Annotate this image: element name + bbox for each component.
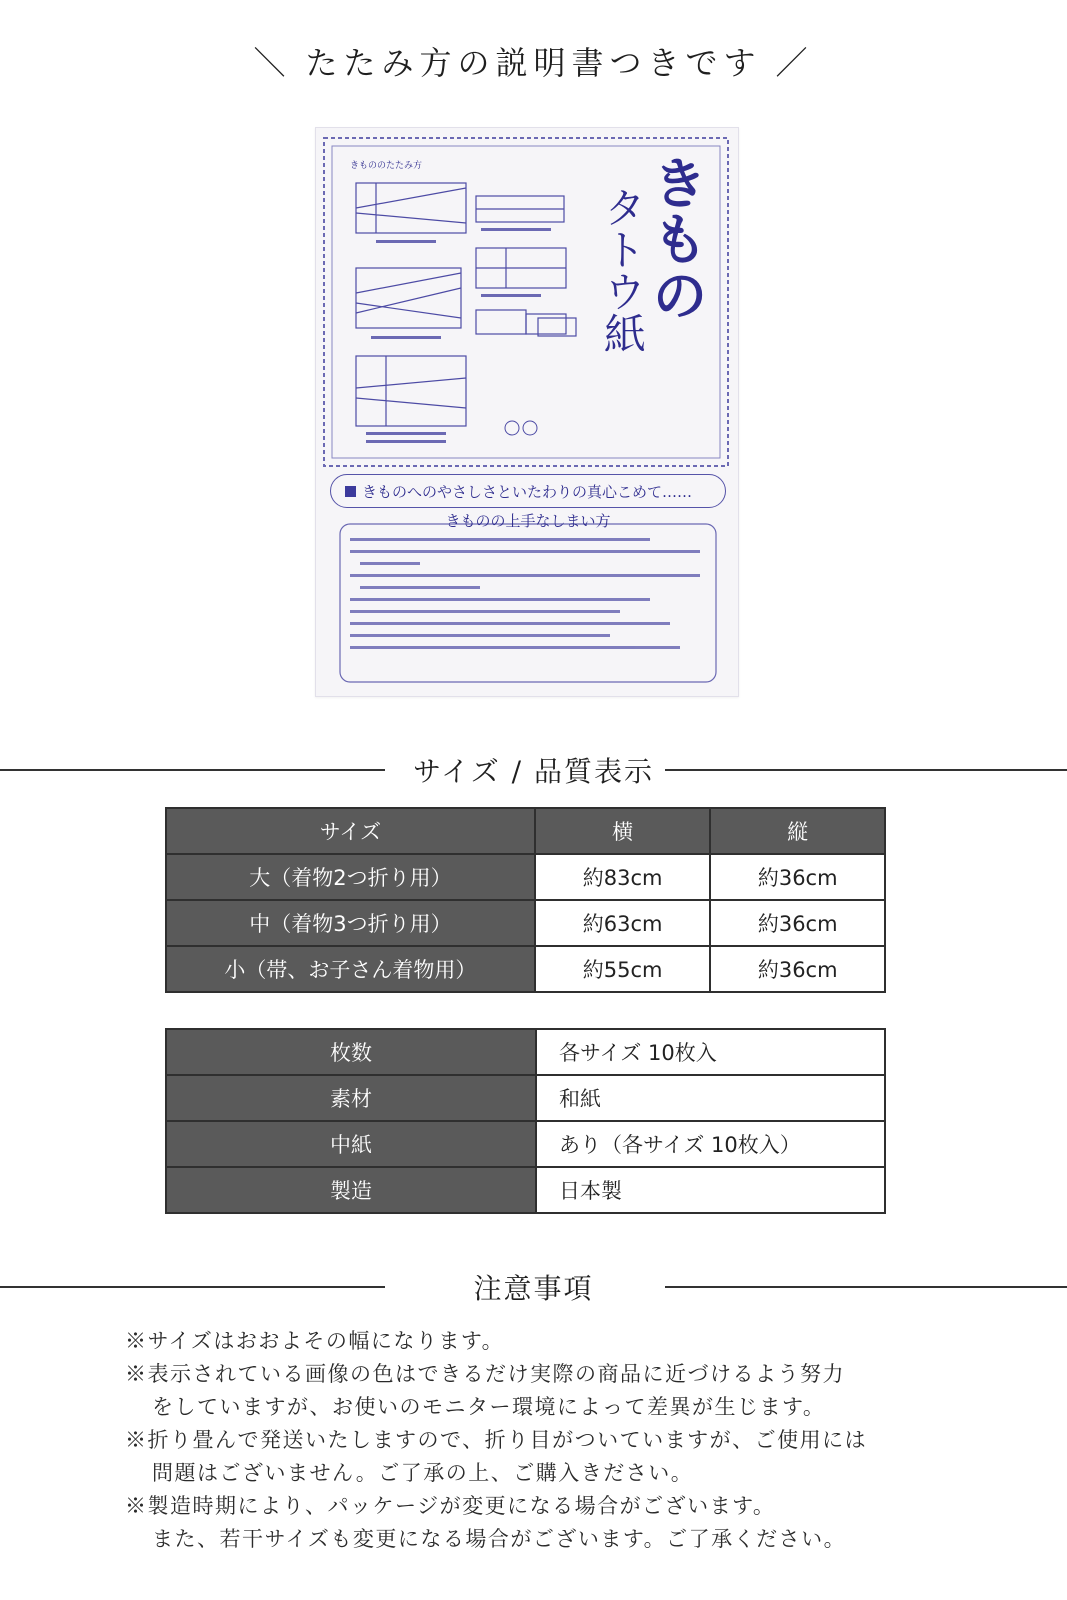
quality-value-cell: あり（各サイズ 10枚入） [536,1121,885,1167]
quality-table [165,1028,886,1214]
top-heading [0,38,1067,84]
note-line: 問題はございません。ご了承の上、ご購入きださい。 [152,1461,694,1485]
sheet-small-label: きもののたたみ方 [350,161,423,171]
height-cell: 約36cm [710,900,885,946]
sheet-banner [330,474,726,508]
table-row [166,1075,885,1121]
size-section-heading [0,750,1067,790]
size-name-cell: 大（着物2つ折り用） [166,854,535,900]
notes-section-heading [0,1267,1067,1307]
note-line: をしていますが、お使いのモニター環境によって差異が生じます。 [152,1395,826,1419]
table-row [166,946,885,992]
notes-list [125,1325,1005,1556]
note-line: ※折り畳んで発送いたしますので、折り目がついていますが、ご使用には [125,1428,868,1452]
quality-value-cell: 各サイズ 10枚入 [536,1029,885,1075]
size-heading-text: サイズ / 品質表示 [413,755,654,788]
header-cell-height: 縦 [710,808,885,854]
height-cell: 約36cm [710,946,885,992]
quality-key-cell: 素材 [166,1075,536,1121]
width-cell: 約63cm [535,900,711,946]
heading-text: たたみ方の説明書つきです [305,44,762,82]
note-line: ※サイズはおおよその幅になります。 [125,1329,505,1353]
height-cell: 約36cm [710,854,885,900]
table-row [166,854,885,900]
square-bullet-icon [345,486,356,497]
sheet-banner-text: きものへのやさしさといたわりの真心こめて…… [362,482,693,501]
sheet-title-main: きもの [643,154,709,322]
quality-key-cell: 製造 [166,1167,536,1213]
note-line: ※製造時期により、パッケージが変更になる場合がございます。 [125,1494,776,1518]
quality-value-cell: 日本製 [536,1167,885,1213]
quality-key-cell: 中紙 [166,1121,536,1167]
heading-right-mark: ／ [775,44,814,82]
quality-key-cell: 枚数 [166,1029,536,1075]
note-line: また、若干サイズも変更になる場合がございます。ご了承ください。 [152,1527,847,1551]
sheet-title-sub: タトウ紙 [598,186,647,354]
note-line: ※表示されている画像の色はできるだけ実際の商品に近づけるよう努力 [125,1362,845,1386]
size-table [165,807,886,993]
heading-left-mark: ＼ [253,44,292,82]
table-header-row [166,808,885,854]
header-cell-size: サイズ [166,808,535,854]
table-row [166,1167,885,1213]
instruction-sheet-photo [315,127,739,697]
sheet-box2-title: きものの上手なしまい方 [445,512,611,530]
width-cell: 約83cm [535,854,711,900]
width-cell: 約55cm [535,946,711,992]
table-row [166,900,885,946]
quality-value-cell: 和紙 [536,1075,885,1121]
notes-heading-text: 注意事項 [473,1272,594,1305]
size-name-cell: 小（帯、お子さん着物用） [166,946,535,992]
header-cell-width: 横 [535,808,711,854]
table-row [166,1029,885,1075]
table-row [166,1121,885,1167]
size-name-cell: 中（着物3つ折り用） [166,900,535,946]
